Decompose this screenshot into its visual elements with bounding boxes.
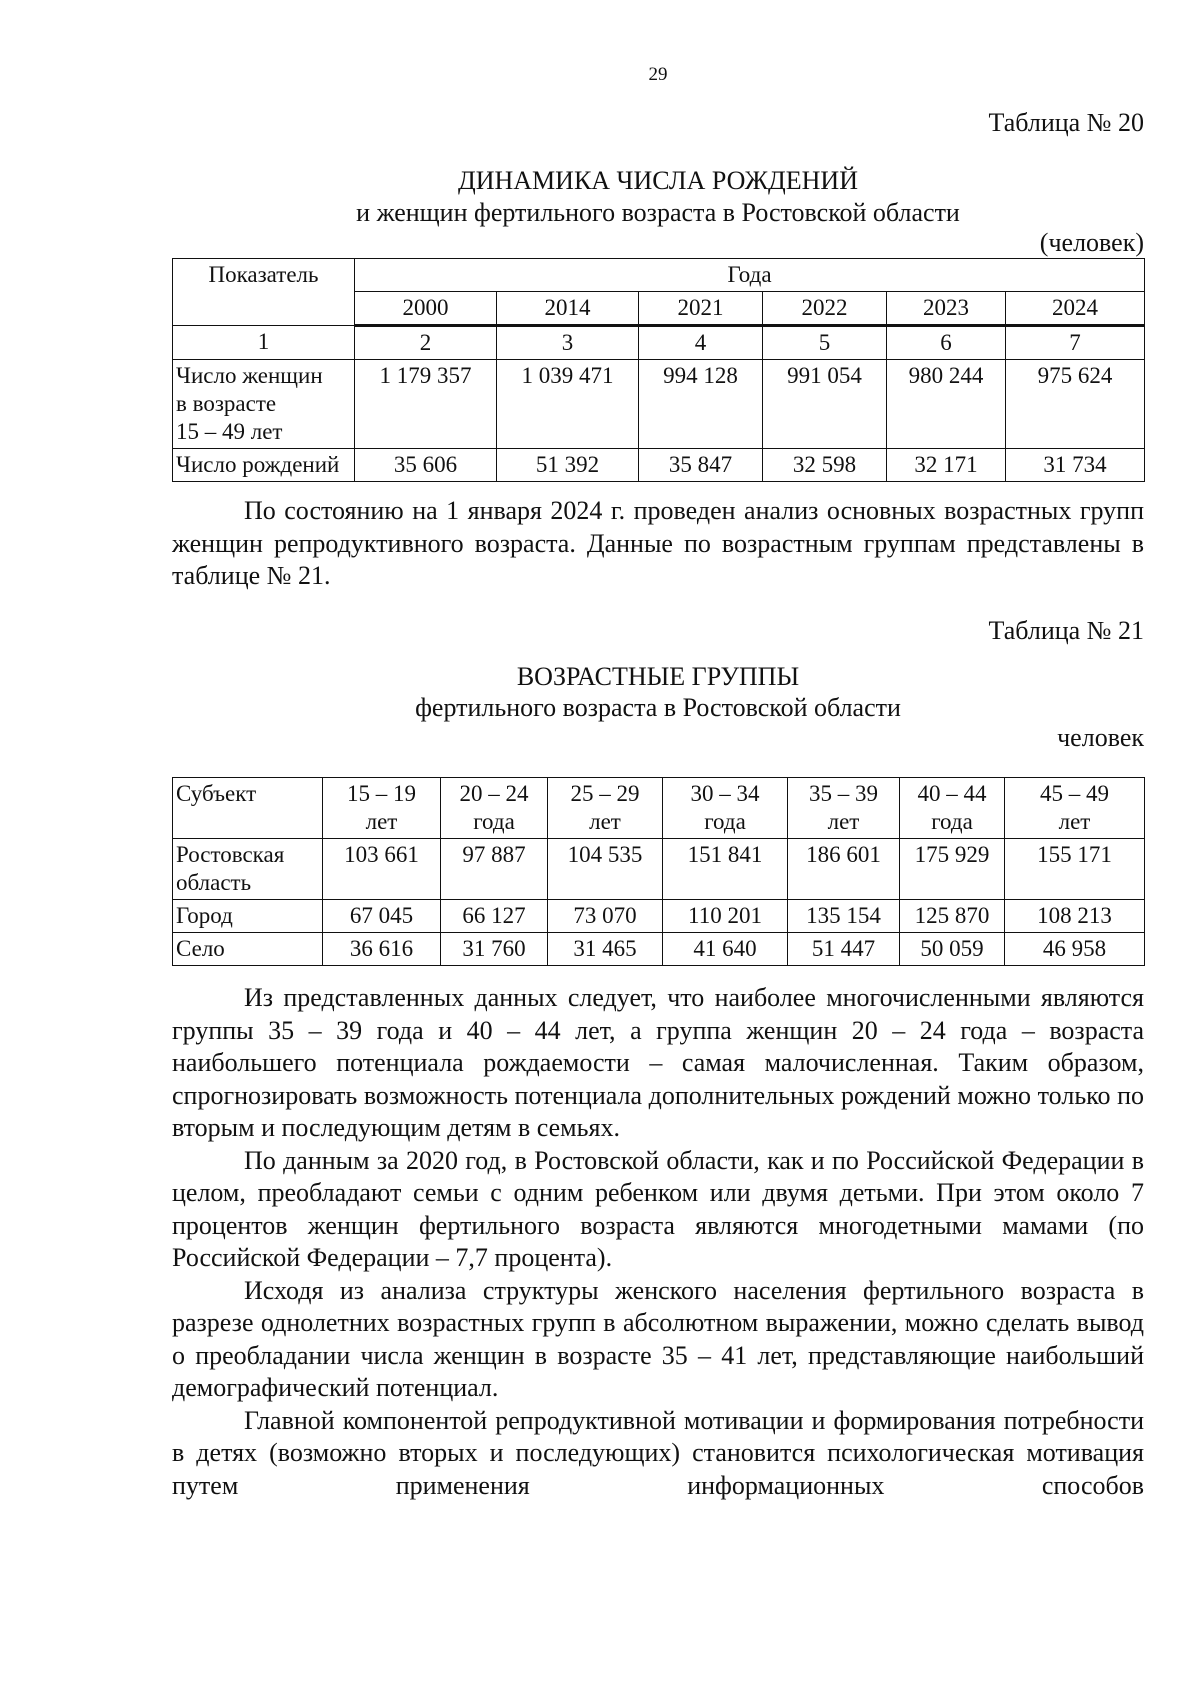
- body-text: [172, 982, 1144, 1502]
- table20-year-header: 2022: [763, 292, 887, 326]
- table20-column-numbers-row: [173, 326, 1145, 360]
- table20-cell: 980 244: [887, 360, 1006, 449]
- table20-cell: 1 179 357: [355, 360, 497, 449]
- table20-header-years-group: Года: [355, 259, 1145, 292]
- table20-column-number: 7: [1006, 326, 1145, 360]
- paragraph: По данным за 2020 год, в Ростовской области, как и по Российской Федерации в целом, преобладают семьи с одним ребенком или двумя детьми. При этом около 7 процентов женщин фертильного возраста являются многодетными мамами (по Российской Федерации – 7,7 процента).: [172, 1145, 1144, 1272]
- table21-cell: 175 929: [900, 839, 1005, 900]
- table21-age-header: [441, 778, 548, 839]
- age-unit: лет: [589, 809, 621, 834]
- row-label-line: 15 – 49 лет: [176, 419, 283, 444]
- age-range: 40 – 44: [917, 781, 987, 806]
- table20-column-number: 4: [639, 326, 763, 360]
- table21-row-label: [173, 839, 323, 900]
- paragraph: Исходя из анализа структуры женского населения фертильного возраста в разрезе однолетних возрастных групп в абсолютном выражении, можно сделать вывод о преобладании числа женщин в возрасте 35 – 41 лет, представляющие наибольший демографический потенциал.: [172, 1275, 1144, 1402]
- table21-cell: 151 841: [663, 839, 788, 900]
- table20-column-number: 3: [497, 326, 639, 360]
- page-number: 29: [648, 64, 668, 85]
- table21-age-header: [548, 778, 663, 839]
- row-label-line: в возрасте: [176, 391, 277, 416]
- table20-row-label: [173, 360, 355, 449]
- paragraph: По состоянию на 1 января 2024 г. проведен анализ основных возрастных групп женщин репродуктивного возраста. Данные по возрастным группам представлены в таблице № 21.: [172, 496, 1144, 590]
- table20-title: ДИНАМИКА ЧИСЛА РОЖДЕНИЙ: [457, 166, 858, 195]
- paragraph: Из представленных данных следует, что наиболее многочисленными являются группы 35 – 39 года и 40 – 44 лет, а группа женщин 20 – 24 года – возраста наибольшего потенциала рождаемости – самая малочисленная. Таким образом, спрогнозировать возможность потенциала дополнительных рождений можно только по вторым и последующим детям в семьях.: [172, 983, 1144, 1142]
- age-range: 45 – 49: [1040, 781, 1109, 806]
- table21-cell: 103 661: [323, 839, 441, 900]
- age-unit: года: [931, 809, 973, 834]
- table21-label: Таблица № 21: [988, 616, 1144, 645]
- table21-cell: 108 213: [1005, 900, 1145, 933]
- table21-header-subject: Субъект: [173, 778, 323, 839]
- table20-header-row-1: [173, 259, 1145, 292]
- table21-cell: 110 201: [663, 900, 788, 933]
- table20-row-women: [173, 360, 1145, 449]
- row-label-line: Число рождений: [176, 452, 340, 477]
- table21-cell: 51 447: [788, 933, 900, 966]
- table21-cell: 135 154: [788, 900, 900, 933]
- table20-cell: 994 128: [639, 360, 763, 449]
- table20-cell: 975 624: [1006, 360, 1145, 449]
- table20-row-births: [173, 449, 1145, 482]
- table20-year-header: 2014: [497, 292, 639, 326]
- table21-cell: 66 127: [441, 900, 548, 933]
- table21-age-header: [323, 778, 441, 839]
- age-range: 20 – 24: [459, 781, 529, 806]
- table21-cell: 186 601: [788, 839, 900, 900]
- table20-year-header: 2024: [1006, 292, 1145, 326]
- table21-title: ВОЗРАСТНЫЕ ГРУППЫ: [516, 662, 800, 691]
- table20-column-number: 5: [763, 326, 887, 360]
- table20-year-header: 2000: [355, 292, 497, 326]
- table21-age-header: [663, 778, 788, 839]
- table20-cell: 991 054: [763, 360, 887, 449]
- table21-cell: 67 045: [323, 900, 441, 933]
- table21-cell: 97 887: [441, 839, 548, 900]
- table20-row-label: [173, 449, 355, 482]
- table21-row-village: [173, 933, 1145, 966]
- age-unit: года: [704, 809, 746, 834]
- table21-cell: 50 059: [900, 933, 1005, 966]
- table21: [172, 777, 1145, 966]
- row-label-line: Число женщин: [176, 363, 323, 388]
- row-label-line: область: [176, 870, 252, 895]
- table20-year-header: 2021: [639, 292, 763, 326]
- table21-cell: 73 070: [548, 900, 663, 933]
- age-unit: лет: [365, 809, 398, 834]
- row-label-line: Ростовская: [176, 842, 285, 867]
- table21-row-label: [173, 933, 323, 966]
- age-unit: года: [473, 809, 515, 834]
- table21-header-row: [173, 778, 1145, 839]
- document-page: [172, 0, 1144, 1698]
- table21-cell: 155 171: [1005, 839, 1145, 900]
- age-range: 15 – 19: [347, 781, 416, 806]
- table20-cell: 1 039 471: [497, 360, 639, 449]
- table20-cell: 32 598: [763, 449, 887, 482]
- table20-cell: 31 734: [1006, 449, 1145, 482]
- table21-cell: 46 958: [1005, 933, 1145, 966]
- paragraph: Главной компонентой репродуктивной мотивации и формирования потребности в детях (возможно вторых и последующих) становится психологическая мотивация путем применения информационных способов: [172, 1405, 1144, 1500]
- row-label-line: Село: [176, 936, 225, 961]
- table20-cell: 35 606: [355, 449, 497, 482]
- table21-age-header: [1005, 778, 1145, 839]
- table20-unit: (человек): [1039, 228, 1144, 257]
- table20-column-number: 2: [355, 326, 497, 360]
- table20-cell: 35 847: [639, 449, 763, 482]
- table21-cell: 36 616: [323, 933, 441, 966]
- table20-year-header: 2023: [887, 292, 1006, 326]
- table21-cell: 31 760: [441, 933, 548, 966]
- age-range: 25 – 29: [570, 781, 640, 806]
- table21-row-city: [173, 900, 1145, 933]
- age-unit: лет: [827, 809, 860, 834]
- table20-label: Таблица № 20: [988, 108, 1144, 137]
- table21-subtitle: фертильного возраста в Ростовской области: [415, 693, 901, 722]
- table21-unit: человек: [1057, 723, 1144, 752]
- table21-age-header: [788, 778, 900, 839]
- table21-age-header: [900, 778, 1005, 839]
- age-range: 35 – 39: [809, 781, 878, 806]
- table20: [172, 258, 1145, 482]
- table21-cell: 104 535: [548, 839, 663, 900]
- row-label-line: Город: [176, 903, 233, 928]
- table20-cell: 32 171: [887, 449, 1006, 482]
- table20-column-number: 1: [173, 326, 355, 360]
- table20-cell: 51 392: [497, 449, 639, 482]
- table21-cell: 31 465: [548, 933, 663, 966]
- age-unit: лет: [1058, 809, 1091, 834]
- table20-column-number: 6: [887, 326, 1006, 360]
- age-range: 30 – 34: [690, 781, 760, 806]
- table20-subtitle: и женщин фертильного возраста в Ростовской области: [356, 198, 960, 227]
- table20-header-indicator: Показатель: [173, 259, 355, 326]
- paragraph-between-tables: [172, 495, 1144, 593]
- table21-row-region: [173, 839, 1145, 900]
- table21-cell: 41 640: [663, 933, 788, 966]
- table21-cell: 125 870: [900, 900, 1005, 933]
- table21-row-label: [173, 900, 323, 933]
